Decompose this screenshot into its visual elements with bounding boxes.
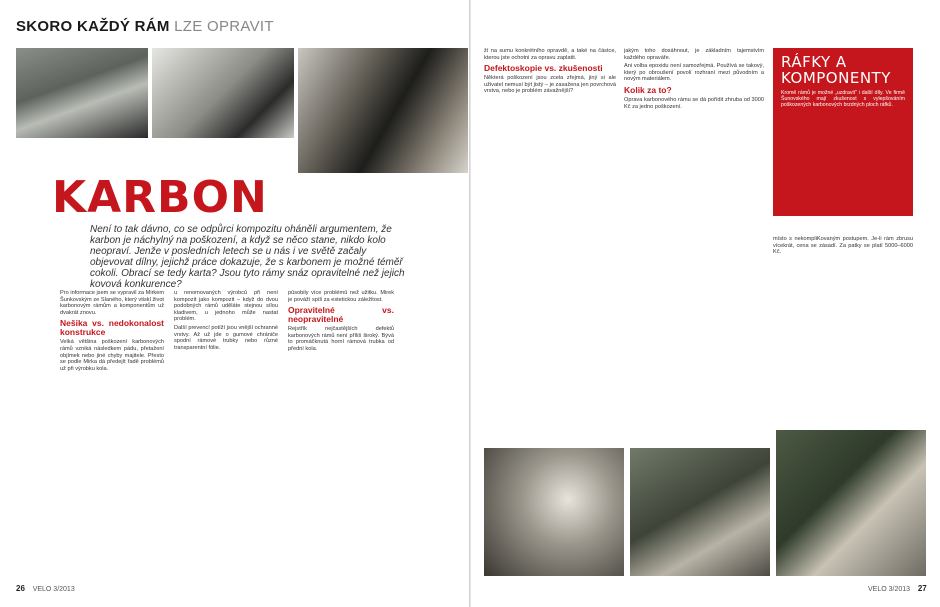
photo-fork-tube (776, 430, 926, 576)
col4-para-1: ží na sumu konkrétního opravdě, a také na částce, kterou jste ochotni za opravu zaplatit. (484, 48, 616, 61)
photo-carbon-tube (152, 48, 294, 138)
col5-para-3: Oprava karbonového rámu se dá pořídit zhruba od 3000 Kč za jedno poškození. (624, 96, 764, 110)
photo-dropout (484, 448, 624, 576)
article-lede: Není to tak dávno, co se odpůrci kompozitu oháněli argumentem, že karbon je náchylný na poškození, a když se něco stane, nikdo kolo neopraví. Jenže v posledních letech se u nás i ve světě začaly objevovat dílny, jejichž práce dokazuje, že s karbonem je možné téměř cokoli. Obrací se tedy karta? Jsou tyto rámy snáz opravitelné než jejich kovová konkurence? (90, 224, 405, 290)
section-kicker (16, 18, 274, 35)
sidebar-title: RÁFKY A KOMPONENTY (781, 53, 891, 87)
col5-para-1: jakým toho dosáhnout, je základním tajemstvím každého opraváře. (624, 48, 764, 61)
footer-left (16, 584, 75, 593)
kicker-bold: SKORO KAŽDÝ RÁM (16, 18, 170, 35)
page-gutter (469, 0, 471, 607)
photo-repair-detail (298, 48, 468, 173)
col1-para-2: Velká většina poškození karbonových rámů vzniká následkem pádu, přetažení objímek nebo jiné chyby majitele. Přesto se podle Mirka dá předejít řadě problémů už při výrobku kola. (60, 339, 164, 372)
col4-heading: Defektoskopie vs. zkušenosti (484, 63, 603, 74)
text-column-1 (60, 290, 164, 570)
col1-heading: Nešika vs. nedokonalost konstrukce (60, 318, 164, 338)
col3-para-1: působily více problémů než užitku. Mirek je pováží spíš za estetickou záležitost. (288, 290, 394, 303)
sidebar-box (773, 48, 913, 216)
col5-para-2: Ani volba epoxidu není samozřejmá. Používá se takový, který po obroušení povolí rozhraní mezi původním a novým materiálem. (624, 63, 764, 83)
magazine-issue-left: VELO 3/2013 (32, 586, 75, 593)
col3-para-2: Rejstřík nejčastějších defektů karbonových rámů není příliš široký. Bývá to promáčknutá horní rámová trubka od přední kola. (288, 326, 394, 352)
col6-para-1: místo s nekompliKovaným postupem. Je-li rám zbrusu vícekrát, cena se zásadí. Za patky se platí 5000–6000 Kč. (773, 236, 913, 256)
photo-frame-damage (16, 48, 148, 138)
page-number-right: 27 (917, 584, 927, 593)
photo-frame-joint (630, 448, 770, 576)
article-title: KARBON (52, 172, 268, 223)
col5-heading: Kolik za to? (624, 84, 672, 95)
kicker-light: LZE OPRAVIT (174, 18, 274, 35)
col1-para-1: Pro informace jsem se vypravil za Mirkem Šunkovským ze Slaného, který vtiskl život karbonovým rámům a komponentům už dvakrát znovu. (60, 290, 164, 316)
text-column-4 (484, 48, 616, 440)
text-column-5 (624, 48, 764, 440)
col3-heading: Opravitelné vs. neopravitelné (288, 305, 394, 325)
sidebar-text: Kromě rámů je možné „uzdravit" i další díly. Ve firmě Šunovského mají zkušenost s vylepšováním poškozených karbonových brzdných ploch ráfků. (781, 90, 905, 108)
text-column-3 (288, 290, 394, 570)
text-column-2 (174, 290, 278, 570)
footer-right (868, 584, 927, 593)
text-column-6 (773, 236, 913, 416)
col2-para-1: u renomovaných výrobců při není kompozit jako kompozit – když do dvou podobných rámů uděláte stejnou sílou kladivem, u jednoho může nastat problém. (174, 290, 278, 323)
col2-para-2: Další prevencí potíží jsou vnější ochranné vrstvy. Až už jde o gumové chrániče spodní rámové trubky nebo různé transparentní fólie. (174, 324, 278, 351)
magazine-issue-right: VELO 3/2013 (868, 586, 911, 593)
col4-para-2: Některá poškození jsou zcela zřejmá, jiný si ale uživatel nemusí být jistý – je zasažena jen povrchová vrstva, nebo je problém závažnější? (484, 75, 616, 95)
page-number-left: 26 (16, 584, 25, 593)
